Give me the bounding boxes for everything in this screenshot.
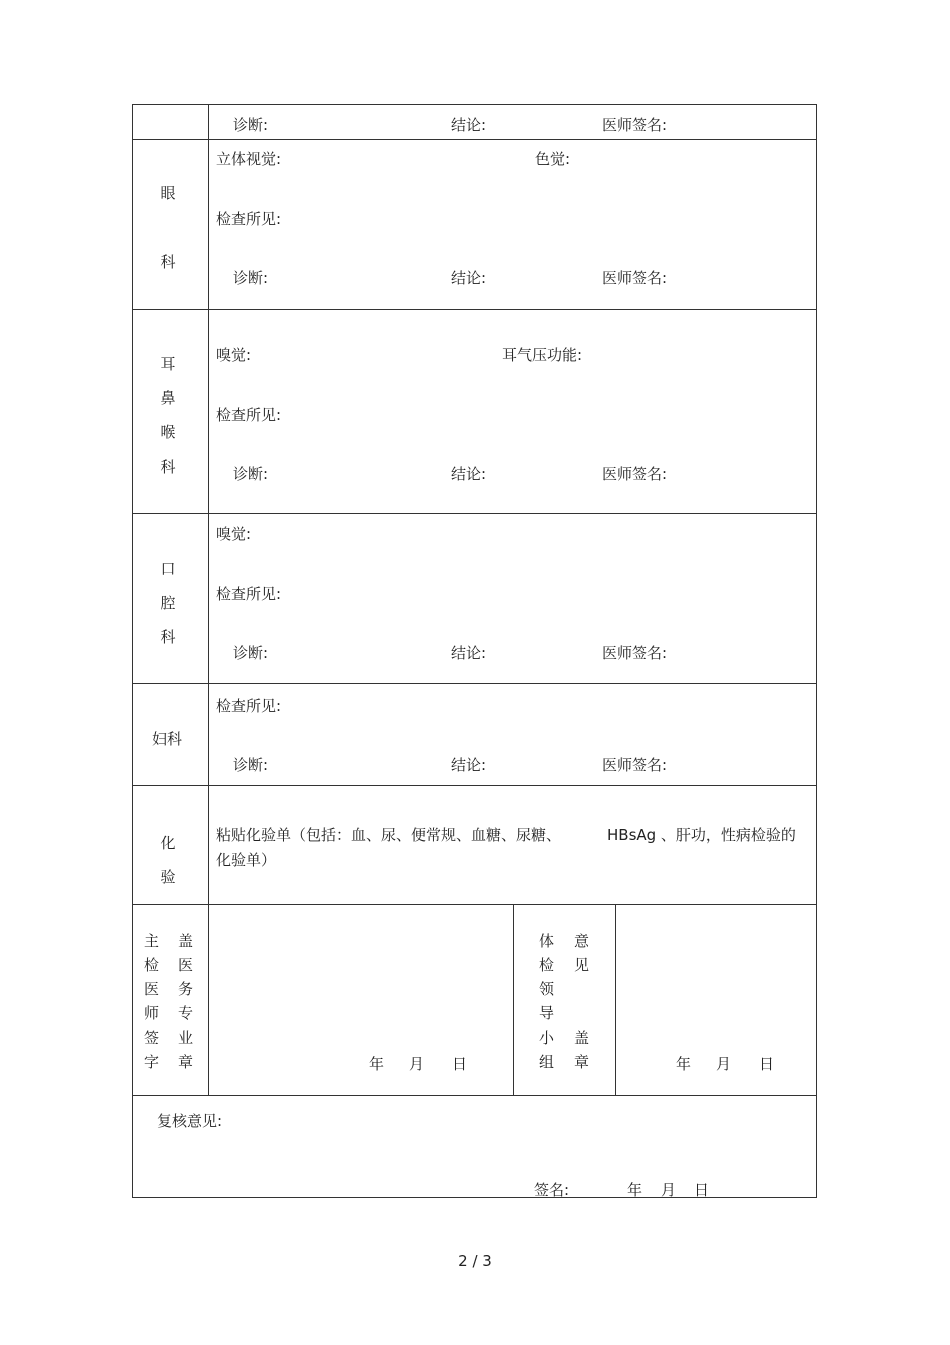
chief-doctor-label: 主 [144,932,160,950]
leader-group-label: 小 [539,1029,555,1047]
date-day-label: 日 [694,1181,710,1199]
exam-findings-label: 检查所见: [216,406,282,424]
doctor-signature-label: 医师签名: [602,644,668,662]
signature-column-divider [513,904,514,1095]
diagnosis-label: 诊断: [233,756,269,774]
lab-instructions-text: HBsAg 、肝功，性病检验的 [607,826,796,844]
chief-doctor-label: 检 [144,956,160,974]
lab-instructions-text: 化验单） [216,851,277,869]
leader-group-label: 检 [539,956,555,974]
date-day-label: 日 [759,1055,775,1073]
date-month-label: 月 [716,1055,732,1073]
leader-group-label: 领 [539,980,555,998]
leader-group-label: 体 [539,932,555,950]
signature-column-divider [208,904,209,1095]
opinion-seal-label: 见 [574,956,590,974]
seal-label: 专 [178,1004,194,1022]
diagnosis-label: 诊断: [233,116,269,134]
smell-label: 嗅觉: [216,346,252,364]
chief-doctor-label: 医 [144,980,160,998]
opinion-seal-label: 盖 [574,1029,590,1047]
seal-label: 医 [178,956,194,974]
exam-findings-label: 检查所见: [216,697,282,715]
signature-column-divider [615,904,616,1095]
conclusion-label: 结论: [451,756,487,774]
review-opinion-label: 复核意见: [157,1112,223,1130]
leader-group-label: 导 [539,1004,555,1022]
ear-pressure-label: 耳气压功能: [502,346,583,364]
row-divider [133,513,816,514]
row-divider [133,683,816,684]
smell-label: 嗅觉: [216,525,252,543]
seal-label: 盖 [178,932,194,950]
label-column-divider [208,105,209,904]
review-signature-label: 签名: [534,1181,570,1199]
ent-section-label: 耳 [160,355,176,373]
row-divider [133,904,816,905]
date-year-label: 年 [676,1055,692,1073]
stereo-vision-label: 立体视觉: [216,150,282,168]
diagnosis-label: 诊断: [233,269,269,287]
ent-section-label: 喉 [160,423,176,441]
chief-doctor-label: 字 [144,1053,160,1071]
ent-section-label: 鼻 [160,389,176,407]
row-divider [133,1095,816,1096]
gyn-section-label: 妇科 [152,730,183,748]
page-number: 2 / 3 [458,1252,492,1270]
seal-label: 业 [178,1029,194,1047]
chief-doctor-label: 师 [144,1004,160,1022]
lab-section-label: 化 [160,834,176,852]
oral-section-label: 科 [160,628,176,646]
row-divider [133,785,816,786]
seal-label: 务 [178,980,194,998]
color-vision-label: 色觉: [535,150,571,168]
oral-section-label: 腔 [160,594,176,612]
exam-findings-label: 检查所见: [216,210,282,228]
eye-section-label: 科 [160,253,176,271]
conclusion-label: 结论: [451,465,487,483]
seal-label: 章 [178,1053,194,1071]
date-month-label: 月 [409,1055,425,1073]
doctor-signature-label: 医师签名: [602,756,668,774]
diagnosis-label: 诊断: [233,644,269,662]
chief-doctor-label: 签 [144,1029,160,1047]
row-divider [133,139,816,140]
opinion-seal-label: 章 [574,1053,590,1071]
date-year-label: 年 [369,1055,385,1073]
opinion-seal-label: 意 [574,932,590,950]
doctor-signature-label: 医师签名: [602,269,668,287]
date-month-label: 月 [661,1181,677,1199]
oral-section-label: 口 [160,560,176,578]
conclusion-label: 结论: [451,116,487,134]
doctor-signature-label: 医师签名: [602,116,668,134]
ent-section-label: 科 [160,458,176,476]
lab-section-label: 验 [160,868,176,886]
leader-group-label: 组 [539,1053,555,1071]
diagnosis-label: 诊断: [233,465,269,483]
conclusion-label: 结论: [451,269,487,287]
date-day-label: 日 [452,1055,468,1073]
lab-instructions-text: 粘贴化验单（包括：血、尿、便常规、血糖、尿糖、 [216,826,562,844]
exam-findings-label: 检查所见: [216,585,282,603]
doctor-signature-label: 医师签名: [602,465,668,483]
date-year-label: 年 [627,1181,643,1199]
conclusion-label: 结论: [451,644,487,662]
eye-section-label: 眼 [160,184,176,202]
row-divider [133,309,816,310]
